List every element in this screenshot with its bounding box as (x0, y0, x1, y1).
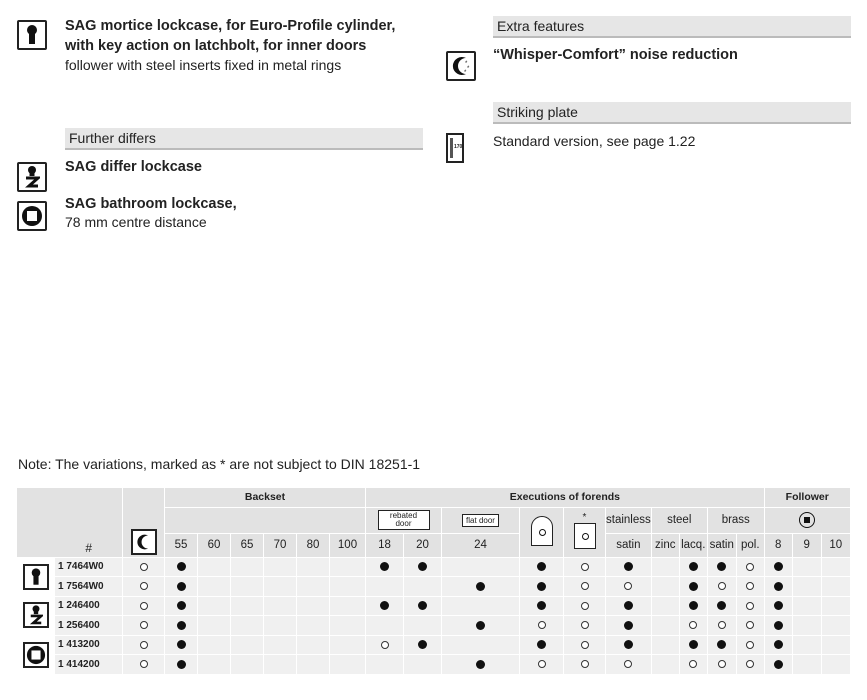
differ-title: SAG differ lockcase (65, 159, 202, 175)
optional-ring-icon (581, 660, 589, 668)
table-cell (404, 635, 442, 655)
whisper-comfort-text: “Whisper-Comfort” noise reduction (493, 47, 738, 63)
table-cell (366, 635, 404, 655)
table-cell (297, 616, 330, 636)
available-dot-icon (717, 562, 726, 571)
table-cell (679, 616, 707, 636)
column-label: 80 (297, 533, 330, 557)
table-row (17, 635, 851, 655)
available-dot-icon (380, 562, 389, 571)
optional-ring-icon (538, 621, 546, 629)
article-number: 1 246400 (55, 596, 123, 616)
hash-header: # (17, 488, 123, 558)
available-dot-icon (537, 582, 546, 591)
available-dot-icon (476, 660, 485, 669)
article-number: 1 414200 (55, 655, 123, 675)
stainless-header: stainless (606, 507, 652, 533)
follower-icon-cell (764, 507, 850, 533)
column-label: 20 (404, 533, 442, 557)
optional-ring-icon (581, 602, 589, 610)
table-cell (366, 557, 404, 577)
table-cell (442, 596, 520, 616)
column-label: pol. (736, 533, 764, 557)
table-cell (679, 596, 707, 616)
table-cell (707, 596, 736, 616)
available-dot-icon (537, 562, 546, 571)
column-label: 24 (442, 533, 520, 557)
table-cell (764, 655, 792, 675)
table-cell (821, 557, 850, 577)
rebated-door-header (366, 507, 442, 533)
table-row (17, 596, 851, 616)
available-dot-icon (624, 562, 633, 571)
available-dot-icon (689, 562, 698, 571)
optional-ring-icon (746, 582, 754, 590)
optional-ring-icon (140, 563, 148, 571)
table-cell (651, 577, 679, 597)
table-cell (330, 596, 366, 616)
bathroom-lock-icon (23, 642, 49, 668)
main-subtitle: follower with steel inserts fixed in metal rings (65, 57, 342, 73)
table-cell (707, 557, 736, 577)
table-cell (651, 635, 679, 655)
table-cell (442, 557, 520, 577)
table-cell (606, 635, 652, 655)
available-dot-icon (689, 640, 698, 649)
table-cell (165, 616, 198, 636)
available-dot-icon (774, 621, 783, 630)
table-cell (442, 635, 520, 655)
table-cell (404, 616, 442, 636)
table-cell (264, 616, 297, 636)
available-dot-icon (380, 601, 389, 610)
table-cell (231, 577, 264, 597)
table-cell (821, 616, 850, 636)
table-cell (606, 596, 652, 616)
table-cell (442, 655, 520, 675)
svg-text:*: * (464, 70, 467, 76)
cylinder-lock-icon (17, 20, 47, 50)
row-group-icon-cell (17, 635, 55, 674)
table-cell (821, 596, 850, 616)
table-cell (330, 616, 366, 636)
table-cell (264, 557, 297, 577)
article-number: 1 7564W0 (55, 577, 123, 597)
backset-header: Backset (165, 488, 366, 508)
optional-ring-icon (624, 582, 632, 590)
table-cell (297, 635, 330, 655)
table-cell (404, 557, 442, 577)
table-cell (366, 616, 404, 636)
table-cell (564, 596, 606, 616)
table-cell (123, 635, 165, 655)
table-cell (679, 577, 707, 597)
table-cell (792, 655, 821, 675)
table-cell (198, 577, 231, 597)
optional-ring-icon (746, 621, 754, 629)
table-cell (679, 635, 707, 655)
bathroom-subtitle: 78 mm centre distance (65, 214, 207, 230)
available-dot-icon (774, 601, 783, 610)
row-group-icon-cell (17, 557, 55, 596)
rebated-door-label: rebated door (378, 510, 430, 530)
available-dot-icon (689, 601, 698, 610)
executions-header: Executions of forends (366, 488, 765, 508)
available-dot-icon (717, 640, 726, 649)
whisper-comfort-icon (446, 51, 476, 81)
table-cell (651, 616, 679, 636)
table-cell (231, 635, 264, 655)
optional-ring-icon (581, 563, 589, 571)
column-label: satin (606, 533, 652, 557)
table-cell (366, 596, 404, 616)
column-label: 8 (764, 533, 792, 557)
table-cell (651, 557, 679, 577)
column-label: 10 (821, 533, 850, 557)
optional-ring-icon (140, 602, 148, 610)
brass-header: brass (707, 507, 764, 533)
table-cell (264, 596, 297, 616)
table-cell (764, 616, 792, 636)
available-dot-icon (177, 660, 186, 669)
table-cell (792, 635, 821, 655)
optional-ring-icon (581, 641, 589, 649)
table-row (17, 655, 851, 675)
optional-ring-icon (689, 660, 697, 668)
table-row (17, 577, 851, 597)
striking-plate-icon-number: 170 (454, 144, 463, 150)
table-cell (520, 577, 564, 597)
table-row (17, 557, 851, 577)
flat-door-label: flat door (462, 514, 499, 527)
square-forend-icon (574, 523, 596, 549)
whisper-col-header (123, 488, 165, 558)
table-cell (264, 635, 297, 655)
available-dot-icon (537, 640, 546, 649)
table-cell (123, 616, 165, 636)
article-number: 1 256400 (55, 616, 123, 636)
table-cell (564, 616, 606, 636)
optional-ring-icon (718, 621, 726, 629)
table-cell (707, 655, 736, 675)
table-cell (231, 616, 264, 636)
din-note: Note: The variations, marked as * are not subject to DIN 18251-1 (18, 456, 421, 472)
square-forend-header (564, 507, 606, 557)
table-cell (330, 635, 366, 655)
column-label: 55 (165, 533, 198, 557)
main-title-2: with key action on latchbolt, for inner doors (65, 38, 367, 54)
table-cell (679, 557, 707, 577)
table-cell (330, 655, 366, 675)
table-cell (792, 596, 821, 616)
table-cell (707, 635, 736, 655)
follower-header: Follower (764, 488, 850, 508)
table-cell (792, 557, 821, 577)
table-cell (165, 596, 198, 616)
available-dot-icon (774, 660, 783, 669)
column-label: 70 (264, 533, 297, 557)
table-cell (297, 577, 330, 597)
table-cell (564, 635, 606, 655)
table-cell (651, 655, 679, 675)
table-cell (198, 616, 231, 636)
table-cell (123, 557, 165, 577)
table-cell (821, 635, 850, 655)
flat-door-header (442, 507, 520, 533)
optional-ring-icon (689, 621, 697, 629)
table-cell (520, 655, 564, 675)
table-cell (564, 557, 606, 577)
striking-plate-icon (446, 133, 464, 163)
table-cell (520, 557, 564, 577)
differ-lock-icon (23, 602, 49, 628)
table-cell (736, 557, 764, 577)
table-cell (165, 635, 198, 655)
optional-ring-icon (581, 621, 589, 629)
optional-ring-icon (746, 660, 754, 668)
further-differs-bar: Further differs (65, 128, 423, 150)
column-label: 100 (330, 533, 366, 557)
table-cell (198, 596, 231, 616)
table-cell (564, 655, 606, 675)
optional-ring-icon (140, 641, 148, 649)
table-cell (736, 616, 764, 636)
row-group-icon-cell (17, 596, 55, 635)
table-cell (123, 577, 165, 597)
column-label: zinc (651, 533, 679, 557)
table-cell (736, 635, 764, 655)
table-cell (264, 655, 297, 675)
column-label: 18 (366, 533, 404, 557)
table-cell (198, 635, 231, 655)
table-cell (165, 577, 198, 597)
available-dot-icon (624, 640, 633, 649)
optional-ring-icon (581, 582, 589, 590)
table-cell (520, 635, 564, 655)
optional-ring-icon (140, 582, 148, 590)
table-cell (404, 655, 442, 675)
column-label: 65 (231, 533, 264, 557)
available-dot-icon (774, 582, 783, 591)
table-cell (679, 655, 707, 675)
available-dot-icon (774, 562, 783, 571)
table-cell (264, 577, 297, 597)
column-label: 60 (198, 533, 231, 557)
svg-text:*: * (467, 66, 470, 72)
variants-table (16, 487, 851, 675)
differ-lock-icon (17, 162, 47, 192)
available-dot-icon (537, 601, 546, 610)
table-cell (520, 596, 564, 616)
article-number: 1 7464W0 (55, 557, 123, 577)
round-forend-icon (531, 516, 553, 546)
table-cell (520, 616, 564, 636)
available-dot-icon (177, 582, 186, 591)
table-cell (165, 655, 198, 675)
table-cell (606, 577, 652, 597)
table-cell (404, 596, 442, 616)
table-cell (606, 616, 652, 636)
table-cell (123, 596, 165, 616)
table-cell (792, 577, 821, 597)
table-cell (764, 577, 792, 597)
optional-ring-icon (746, 602, 754, 610)
optional-ring-icon (746, 641, 754, 649)
optional-ring-icon (746, 563, 754, 571)
optional-ring-icon (718, 582, 726, 590)
table-cell (764, 596, 792, 616)
column-label: satin (707, 533, 736, 557)
table-cell (404, 577, 442, 597)
table-cell (792, 616, 821, 636)
table-cell (330, 577, 366, 597)
available-dot-icon (177, 621, 186, 630)
article-number: 1 413200 (55, 635, 123, 655)
available-dot-icon (418, 562, 427, 571)
available-dot-icon (476, 582, 485, 591)
available-dot-icon (418, 640, 427, 649)
table-cell (231, 655, 264, 675)
table-cell (821, 577, 850, 597)
bathroom-title: SAG bathroom lockcase, (65, 196, 237, 212)
optional-ring-icon (140, 621, 148, 629)
optional-ring-icon (718, 660, 726, 668)
table-cell (297, 596, 330, 616)
table-cell (736, 596, 764, 616)
table-cell (366, 655, 404, 675)
column-label: 9 (792, 533, 821, 557)
steel-header: steel (651, 507, 707, 533)
striking-plate-bar: Striking plate (493, 102, 851, 124)
table-cell (736, 577, 764, 597)
star-mark: * (582, 511, 587, 523)
table-cell (165, 557, 198, 577)
table-cell (297, 557, 330, 577)
optional-ring-icon (140, 660, 148, 668)
table-cell (707, 616, 736, 636)
table-cell (707, 577, 736, 597)
table-cell (606, 557, 652, 577)
table-cell (198, 557, 231, 577)
main-title-1: SAG mortice lockcase, for Euro-Profile cylinder, (65, 18, 396, 34)
available-dot-icon (418, 601, 427, 610)
table-cell (366, 577, 404, 597)
optional-ring-icon (381, 641, 389, 649)
table-cell (764, 557, 792, 577)
table-cell (764, 635, 792, 655)
column-label: lacq. (679, 533, 707, 557)
cylinder-lock-icon (23, 564, 49, 590)
table-cell (297, 655, 330, 675)
table-cell (821, 655, 850, 675)
table-cell (123, 655, 165, 675)
table-cell (231, 596, 264, 616)
available-dot-icon (177, 640, 186, 649)
table-cell (198, 655, 231, 675)
available-dot-icon (689, 582, 698, 591)
table-cell (564, 577, 606, 597)
available-dot-icon (177, 562, 186, 571)
available-dot-icon (177, 601, 186, 610)
table-cell (231, 557, 264, 577)
striking-plate-text: Standard version, see page 1.22 (493, 133, 696, 149)
table-cell (442, 616, 520, 636)
table-cell (651, 596, 679, 616)
square-follower-icon (799, 512, 815, 528)
available-dot-icon (624, 601, 633, 610)
optional-ring-icon (538, 660, 546, 668)
available-dot-icon (774, 640, 783, 649)
available-dot-icon (624, 621, 633, 630)
table-cell (606, 655, 652, 675)
table-cell (330, 557, 366, 577)
whisper-comfort-icon (131, 529, 157, 555)
table-cell (442, 577, 520, 597)
svg-text:*: * (465, 61, 468, 67)
available-dot-icon (717, 601, 726, 610)
round-forend-header (520, 507, 564, 557)
bathroom-lock-icon (17, 201, 47, 231)
table-row (17, 616, 851, 636)
optional-ring-icon (624, 660, 632, 668)
table-cell (736, 655, 764, 675)
available-dot-icon (476, 621, 485, 630)
extra-features-bar: Extra features (493, 16, 851, 38)
